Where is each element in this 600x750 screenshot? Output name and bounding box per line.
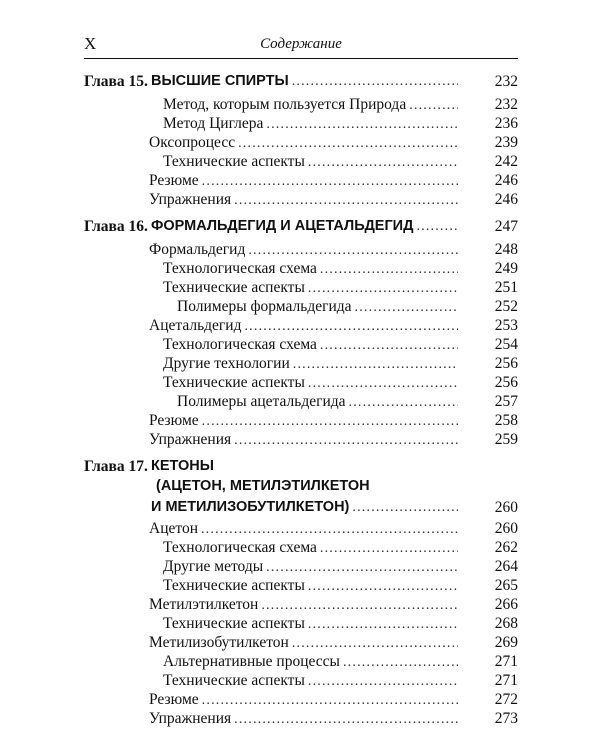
toc-page-number: 252	[494, 298, 518, 315]
toc-page-number: 239	[494, 134, 518, 151]
toc-entry[interactable]: Резюме .....	[149, 172, 461, 192]
toc-page-number: 251	[494, 279, 518, 296]
toc-entry[interactable]: Метилизобутилкетон .....	[149, 634, 461, 654]
toc-entry[interactable]: Полимеры ацетальдегида .....	[177, 393, 461, 413]
toc-entry[interactable]: Резюме .....	[149, 691, 461, 711]
toc-page-number: 271	[494, 653, 518, 670]
toc-page-number: 269	[494, 634, 518, 651]
toc-entry[interactable]: Технологическая схема .....	[163, 539, 461, 559]
toc-page-number: 256	[494, 355, 518, 372]
toc-page-number: 242	[494, 153, 518, 170]
toc-entry[interactable]: Метод Циглера .....	[163, 115, 461, 135]
chapter-17-title-line-1: КЕТОНЫ	[151, 458, 214, 474]
chapter-17-title-line-3: И МЕТИЛИЗОБУТИЛКЕТОН)	[151, 499, 350, 515]
toc-entry[interactable]: Технические аспекты .....	[163, 153, 461, 173]
toc-entry[interactable]: Технологическая схема .....	[163, 336, 461, 356]
toc-page-number: 272	[494, 691, 518, 708]
toc-page-number: 246	[494, 172, 518, 189]
toc-page-number: 253	[494, 317, 518, 334]
toc-page-number: 258	[494, 412, 518, 429]
toc-page-number: 260	[494, 520, 518, 537]
toc-entry[interactable]: Полимеры формальдегида .....	[177, 298, 461, 318]
toc-entry[interactable]: Метилэтилкетон .....	[149, 596, 461, 616]
chapter-16-label: Глава 16.	[84, 218, 148, 235]
toc-entry[interactable]: Технические аспекты .....	[163, 577, 461, 597]
toc-page-number: 257	[494, 393, 518, 410]
chapter-17-title-row[interactable]	[151, 499, 461, 519]
chapter-17-label: Глава 17.	[84, 458, 148, 475]
chapter-15-title: ВЫСШИЕ СПИРТЫ	[151, 73, 289, 89]
chapter-17-page: 260	[494, 499, 518, 516]
toc-page-number: 248	[494, 241, 518, 258]
toc-entry[interactable]: Формальдегид .....	[149, 241, 461, 261]
chapter-15-page: 232	[494, 73, 518, 90]
toc-page-number: 236	[494, 115, 518, 132]
toc-page-number: 262	[494, 539, 518, 556]
toc-page-number: 268	[494, 615, 518, 632]
chapter-16-page: 247	[494, 218, 518, 235]
running-title: Содержание	[260, 36, 342, 52]
chapter-16-title-row[interactable]	[151, 218, 461, 238]
toc-entry[interactable]: Технологическая схема .....	[163, 260, 461, 280]
toc-entry[interactable]: Ацетальдегид .....	[149, 317, 461, 337]
toc-entry[interactable]: Другие методы .....	[163, 558, 461, 578]
toc-page-number: 232	[494, 96, 518, 113]
toc-entry[interactable]: Оксопроцесс .....	[149, 134, 461, 154]
toc-entry[interactable]: Технические аспекты .....	[163, 615, 461, 635]
toc-page-number: 246	[494, 191, 518, 208]
chapter-17-title-line-2: (АЦЕТОН, МЕТИЛЭТИЛКЕТОН	[156, 478, 370, 494]
toc-page-number: 266	[494, 596, 518, 613]
toc-page-number: 249	[494, 260, 518, 277]
page-number-roman: X	[84, 34, 97, 53]
toc-entry[interactable]: Технические аспекты .....	[163, 374, 461, 394]
toc-entry[interactable]: Ацетон .....	[149, 520, 461, 540]
toc-entry[interactable]: Технические аспекты .....	[163, 279, 461, 299]
toc-entry[interactable]: Метод, которым пользуется Природа .....	[163, 96, 461, 116]
toc-page-number: 265	[494, 577, 518, 594]
toc-page-number: 273	[494, 710, 518, 727]
toc-page-number: 264	[494, 558, 518, 575]
toc-page-number: 259	[494, 431, 518, 448]
toc-entry[interactable]: Технические аспекты .....	[163, 672, 461, 692]
toc-entry[interactable]: Упражнения .....	[149, 431, 461, 451]
toc-page-number: 256	[494, 374, 518, 391]
chapter-16-title: ФОРМАЛЬДЕГИД И АЦЕТАЛЬДЕГИД	[151, 218, 414, 234]
chapter-15-label: Глава 15.	[84, 73, 148, 90]
toc-entry[interactable]: Другие технологии .....	[163, 355, 461, 375]
toc-page-number: 271	[494, 672, 518, 689]
toc-entry[interactable]: Альтернативные процессы .....	[163, 653, 461, 673]
toc-page-number: 254	[494, 336, 518, 353]
toc-entry[interactable]: Упражнения .....	[149, 710, 461, 730]
chapter-15-title-row[interactable]	[151, 73, 461, 93]
toc-entry[interactable]: Резюме .....	[149, 412, 461, 432]
toc-entry[interactable]: Упражнения .....	[149, 191, 461, 211]
